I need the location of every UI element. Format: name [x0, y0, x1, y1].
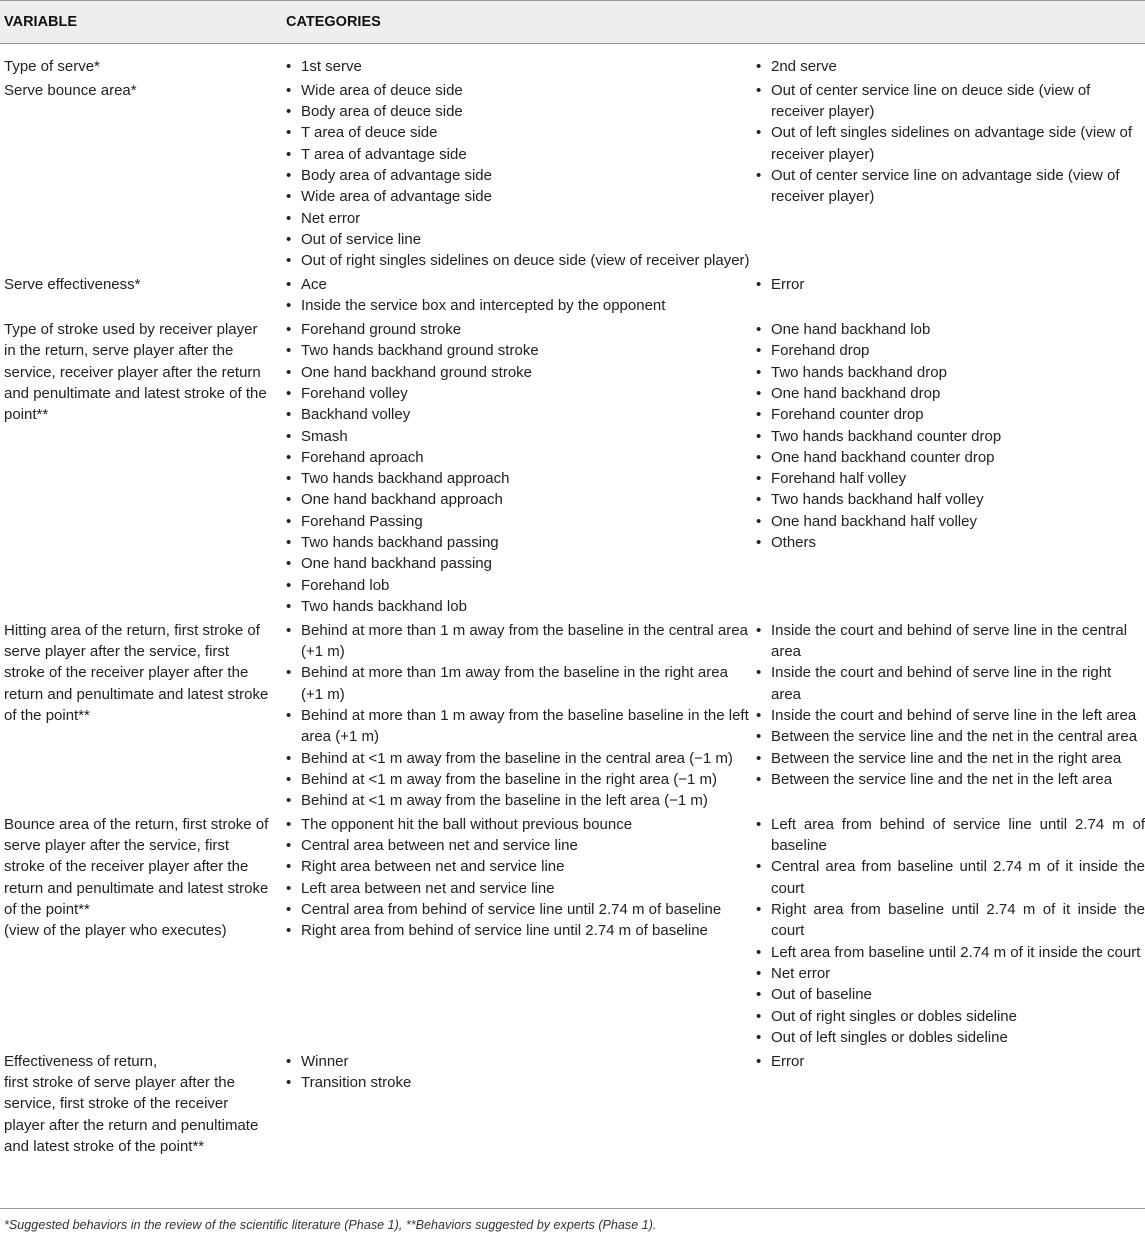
table-row: [0, 620, 1145, 812]
category-item: • Backhand volley: [283, 404, 753, 425]
category-item: • Central area from behind of service line until 2.74 m of baseline: [283, 899, 753, 920]
category-item: • Behind at more than 1 m away from the baseline in the central area (+1 m): [283, 620, 753, 663]
category-item: • Transition stroke: [283, 1072, 753, 1093]
category-item: • Out of right singles sidelines on deuce side (view of receiver player): [283, 250, 753, 271]
category-list: [270, 319, 753, 617]
table-body: [0, 44, 1145, 1157]
categories-cell-right: [753, 56, 1145, 77]
category-item: • 2nd serve: [753, 56, 1145, 77]
category-item: • One hand backhand lob: [753, 319, 1145, 340]
category-list: [753, 319, 1145, 553]
category-item: • Behind at <1 m away from the baseline in the left area (−1 m): [283, 790, 753, 811]
categories-cell-left: [270, 814, 753, 942]
category-item: • One hand backhand counter drop: [753, 447, 1145, 468]
category-item: • Two hands backhand approach: [283, 468, 753, 489]
category-list: [270, 1051, 753, 1094]
table-row: [0, 80, 1145, 272]
variable-text: Serve bounce area*: [4, 81, 137, 99]
category-item: • Out of left singles or dobles sideline: [753, 1027, 1145, 1048]
category-item: • Out of center service line on advantage side (view of receiver player): [753, 165, 1145, 208]
category-item: • Inside the service box and intercepted by the opponent: [283, 295, 753, 316]
category-item: • Out of right singles or dobles sideline: [753, 1006, 1145, 1027]
category-item: • Right area from behind of service line until 2.74 m of baseline: [283, 920, 753, 941]
variable-text: Type of stroke used by receiver player in the return, serve player after the service, receiver player after the return and penultimate and latest stroke of the point**: [4, 321, 267, 424]
table-row: [0, 814, 1145, 1048]
category-item: • Right area between net and service line: [283, 856, 753, 877]
footnote: *Suggested behaviors in the review of the scientific literature (Phase 1), **Behaviors suggested by experts (Phase 1).: [4, 1218, 657, 1232]
category-item: • Forehand volley: [283, 383, 753, 404]
category-item: • Others: [753, 532, 1145, 553]
category-item: • Wide area of advantage side: [283, 186, 753, 207]
category-item: • Central area between net and service line: [283, 835, 753, 856]
category-item: • Forehand drop: [753, 340, 1145, 361]
category-list: [753, 80, 1145, 208]
category-item: • Behind at <1 m away from the baseline in the central area (−1 m): [283, 748, 753, 769]
category-item: • Inside the court and behind of serve line in the left area: [753, 705, 1145, 726]
category-list: [270, 274, 753, 317]
category-item: • Body area of deuce side: [283, 101, 753, 122]
categories-cell-right: [753, 814, 1145, 1048]
category-item: • Two hands backhand counter drop: [753, 426, 1145, 447]
category-item: • T area of advantage side: [283, 144, 753, 165]
category-item: • One hand backhand approach: [283, 489, 753, 510]
categories-cell-left: [270, 80, 753, 272]
category-item: • Forehand counter drop: [753, 404, 1145, 425]
category-item: • Forehand half volley: [753, 468, 1145, 489]
category-list: [753, 274, 1145, 295]
variable-cell: [0, 814, 270, 942]
categories-cell-left: [270, 274, 753, 317]
categories-cell-right: [753, 620, 1145, 790]
table-header: [0, 0, 1145, 44]
category-item: • Out of left singles sidelines on advantage side (view of receiver player): [753, 122, 1145, 165]
category-item: • Forehand aproach: [283, 447, 753, 468]
category-item: • Between the service line and the net in the right area: [753, 748, 1145, 769]
category-item: • One hand backhand drop: [753, 383, 1145, 404]
category-item: • Two hands backhand drop: [753, 362, 1145, 383]
category-item: • Body area of advantage side: [283, 165, 753, 186]
category-item: • Left area from baseline until 2.74 m of it inside the court: [753, 942, 1145, 963]
variable-cell: [0, 620, 270, 726]
category-item: • Smash: [283, 426, 753, 447]
variable-text: Type of serve*: [4, 58, 100, 75]
variable-text: first stroke of serve player after the service, first stroke of the receiver player after the return and penultimate and latest stroke of the point**: [4, 1073, 259, 1155]
category-item: • Right area from baseline until 2.74 m of it inside the court: [753, 899, 1145, 942]
categories-cell-right: [753, 319, 1145, 553]
category-list: [270, 56, 753, 77]
categories-cell-left: [270, 56, 753, 77]
variable-text: (view of the player who executes): [4, 922, 227, 940]
variable-cell: [0, 274, 270, 295]
variable-cell: [0, 80, 270, 101]
category-item: • Two hands backhand ground stroke: [283, 340, 753, 361]
table-row: [0, 319, 1145, 617]
category-item: • Central area from baseline until 2.74 m of it inside the court: [753, 856, 1145, 899]
category-list: [753, 620, 1145, 790]
category-item: • Winner: [283, 1051, 753, 1072]
category-item: • The opponent hit the ball without previous bounce: [283, 814, 753, 835]
table-row: [0, 274, 1145, 317]
category-list: [753, 56, 1145, 77]
variable-cell: [0, 56, 270, 77]
variable-text: Bounce area of the return, first stroke of serve player after the service, first stroke of the receiver player after the return and penultimate and latest stroke of the point**: [4, 815, 269, 919]
categories-cell-left: [270, 1051, 753, 1094]
category-item: • Two hands backhand lob: [283, 596, 753, 617]
category-item: • 1st serve: [283, 56, 753, 77]
category-list: [270, 814, 753, 942]
category-item: • Two hands backhand passing: [283, 532, 753, 553]
variable-cell: [0, 1051, 270, 1157]
variable-text: Hitting area of the return, first stroke of serve player after the service, first stroke of the receiver player after the return and penultimate and latest stroke of the point**: [4, 621, 269, 724]
category-item: • Ace: [283, 274, 753, 295]
categories-cell-right: [753, 80, 1145, 208]
category-item: • Net error: [753, 963, 1145, 984]
table-row: [0, 56, 1145, 77]
category-item: • One hand backhand ground stroke: [283, 362, 753, 383]
category-item: • Wide area of deuce side: [283, 80, 753, 101]
category-item: • Inside the court and behind of serve line in the central area: [753, 620, 1145, 663]
category-item: • Behind at more than 1m away from the baseline in the right area (+1 m): [283, 662, 753, 705]
variable-text: Serve effectiveness*: [4, 275, 141, 293]
category-item: • Forehand lob: [283, 575, 753, 596]
variable-text: Effectiveness of return,: [4, 1052, 158, 1070]
category-list: [270, 620, 753, 812]
variable-cell: [0, 319, 270, 425]
table-row: [0, 1051, 1145, 1157]
category-item: • Forehand Passing: [283, 511, 753, 532]
categories-cell-left: [270, 319, 753, 617]
category-item: • Error: [753, 274, 1145, 295]
header-variable: VARIABLE: [4, 14, 78, 30]
category-item: • Out of center service line on deuce side (view of receiver player): [753, 80, 1145, 123]
categories-cell-left: [270, 620, 753, 812]
header-categories: CATEGORIES: [286, 14, 381, 30]
categories-cell-right: [753, 274, 1145, 295]
category-item: • One hand backhand half volley: [753, 511, 1145, 532]
category-item: • Net error: [283, 208, 753, 229]
category-item: • Between the service line and the net in the left area: [753, 769, 1145, 790]
category-item: • Forehand ground stroke: [283, 319, 753, 340]
category-item: • Left area between net and service line: [283, 878, 753, 899]
category-list: [270, 80, 753, 272]
category-item: • Left area from behind of service line until 2.74 m of baseline: [753, 814, 1145, 857]
categories-cell-right: [753, 1051, 1145, 1072]
category-item: • Behind at more than 1 m away from the baseline baseline in the left area (+1 m): [283, 705, 753, 748]
category-item: • Two hands backhand half volley: [753, 489, 1145, 510]
category-item: • Behind at <1 m away from the baseline in the right area (−1 m): [283, 769, 753, 790]
category-item: • Inside the court and behind of serve line in the right area: [753, 662, 1145, 705]
category-item: • Error: [753, 1051, 1145, 1072]
category-item: • Between the service line and the net in the central area: [753, 726, 1145, 747]
category-item: • Out of baseline: [753, 984, 1145, 1005]
category-list: [753, 814, 1145, 1048]
table-footer: [0, 1208, 1145, 1232]
category-item: • Out of service line: [283, 229, 753, 250]
category-item: • T area of deuce side: [283, 122, 753, 143]
category-item: • One hand backhand passing: [283, 553, 753, 574]
category-list: [753, 1051, 1145, 1072]
